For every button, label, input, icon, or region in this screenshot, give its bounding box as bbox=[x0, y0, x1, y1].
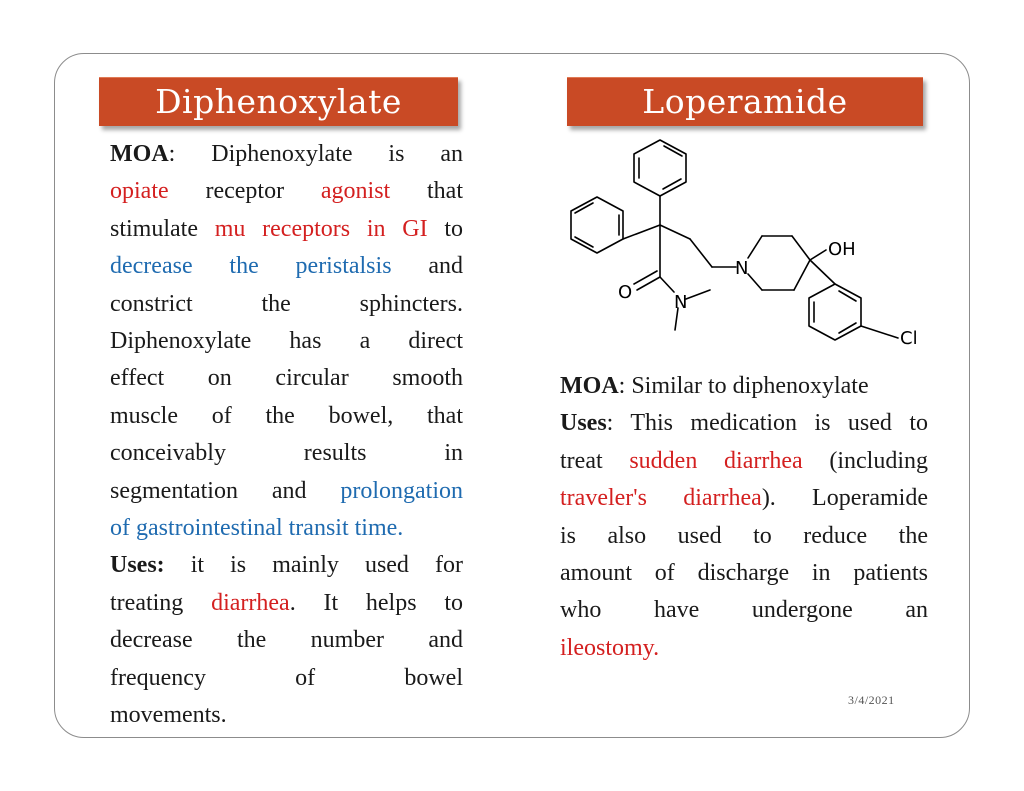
text-line bbox=[560, 405, 928, 442]
moa-text: segmentation and bbox=[110, 477, 341, 504]
text-line: is also used to reduce the bbox=[560, 522, 928, 549]
highlight-travelers-diarrhea: traveler's diarrhea bbox=[560, 485, 762, 512]
text-line: constrict the sphincters. bbox=[110, 290, 463, 317]
loperamide-structure-diagram bbox=[560, 132, 940, 352]
bond bbox=[690, 239, 712, 267]
moa-label: MOA bbox=[110, 141, 169, 167]
carbonyl-bond bbox=[634, 271, 657, 284]
atom-label-o: O bbox=[618, 282, 633, 303]
highlight-agonist: agonist bbox=[320, 178, 391, 205]
highlight-transit-time: of gastrointestinal transit time bbox=[110, 515, 398, 542]
bond bbox=[861, 326, 898, 338]
uses-text: it is mainly used for bbox=[164, 552, 463, 579]
bond bbox=[686, 290, 710, 299]
bond bbox=[810, 260, 835, 284]
bond bbox=[794, 260, 810, 290]
bond bbox=[748, 274, 762, 290]
text-line bbox=[110, 473, 463, 510]
atom-label-n-ring: N bbox=[735, 258, 749, 279]
text-line: who have undergone an bbox=[560, 597, 928, 624]
uses-text: . It helps to bbox=[289, 589, 463, 616]
text-line bbox=[110, 585, 463, 622]
loperamide-title: Loperamide bbox=[567, 77, 923, 126]
moa-label: MOA bbox=[560, 373, 619, 399]
slide-date: 3/4/2021 bbox=[848, 693, 895, 707]
diphenoxylate-title: Diphenoxylate bbox=[99, 77, 458, 126]
highlight-diarrhea: diarrhea bbox=[211, 589, 290, 616]
text-line: muscle of the bowel, that bbox=[110, 402, 463, 429]
text-line: effect on circular smooth bbox=[110, 365, 463, 392]
bond bbox=[748, 236, 762, 258]
text-line: frequency of bowel bbox=[110, 664, 463, 691]
top-phenyl-ring bbox=[634, 140, 686, 196]
atom-label-cl: Cl bbox=[900, 328, 918, 349]
loperamide-description bbox=[560, 368, 928, 667]
text-line: Diphenoxylate has a direct bbox=[110, 328, 463, 355]
bond bbox=[660, 277, 674, 292]
text-line: decrease the number and bbox=[110, 627, 463, 654]
moa-text: receptor bbox=[168, 178, 321, 205]
highlight-mu-receptors: mu receptors in GI bbox=[214, 215, 428, 242]
highlight-prolongation: prolongation bbox=[340, 477, 463, 504]
uses-label: Uses bbox=[560, 410, 607, 437]
bond bbox=[810, 250, 826, 260]
highlight-sudden-diarrhea: sudden diarrhea bbox=[629, 447, 803, 474]
chlorophenyl-ring bbox=[809, 284, 861, 340]
uses-text: ). Loperamide bbox=[761, 485, 928, 512]
text-line bbox=[110, 173, 463, 210]
uses-label: Uses: bbox=[110, 552, 165, 579]
highlight-ileostomy: ileostomy. bbox=[560, 634, 660, 661]
text-line: conceivably results in bbox=[110, 440, 463, 467]
moa-text: : Diphenoxylate is an bbox=[168, 141, 463, 167]
bond bbox=[660, 225, 690, 239]
double-bond bbox=[839, 291, 856, 301]
text-line bbox=[110, 248, 463, 285]
carbonyl-bond bbox=[637, 277, 660, 290]
left-phenyl-ring bbox=[571, 197, 623, 253]
atom-label-n-amide: N bbox=[674, 292, 688, 313]
moa-text: to bbox=[427, 215, 464, 242]
text-line: amount of discharge in patients bbox=[560, 560, 928, 587]
bond bbox=[623, 225, 660, 239]
text-line bbox=[560, 480, 928, 517]
double-bond bbox=[663, 179, 681, 189]
text-line bbox=[560, 368, 928, 405]
diphenoxylate-description bbox=[110, 136, 463, 735]
uses-text: (including bbox=[802, 447, 929, 474]
text-line bbox=[560, 443, 928, 480]
moa-text: stimulate bbox=[110, 215, 215, 242]
text-line bbox=[110, 211, 463, 248]
atom-label-oh: OH bbox=[828, 239, 856, 260]
text-line: movements. bbox=[110, 702, 227, 729]
moa-text: . bbox=[397, 515, 404, 542]
text-line bbox=[110, 547, 463, 584]
double-bond bbox=[839, 323, 856, 333]
uses-text: treating bbox=[110, 589, 212, 616]
moa-text: : Similar to diphenoxylate bbox=[618, 373, 869, 399]
text-line bbox=[110, 510, 463, 547]
moa-text: that bbox=[390, 178, 463, 205]
uses-text: treat bbox=[560, 447, 630, 474]
moa-text: and bbox=[391, 253, 463, 280]
text-line bbox=[110, 136, 463, 173]
highlight-opiate: opiate bbox=[110, 178, 169, 205]
uses-text: : This medication is used to bbox=[606, 410, 928, 437]
bond bbox=[792, 236, 810, 260]
highlight-peristalsis: decrease the peristalsis bbox=[110, 253, 392, 280]
